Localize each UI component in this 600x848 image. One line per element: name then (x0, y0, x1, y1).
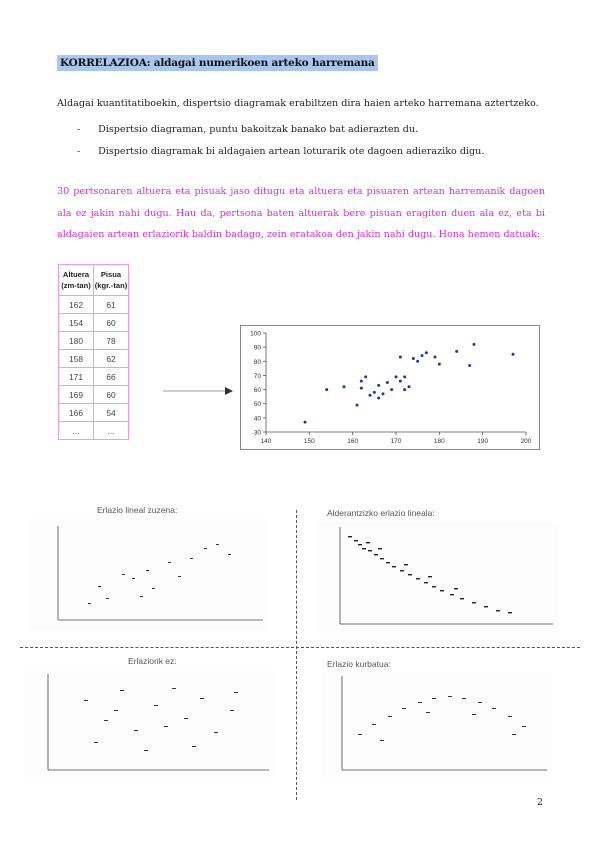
scatter-point (369, 394, 372, 397)
x-tick-label: 170 (390, 438, 402, 445)
scatter-point (412, 357, 415, 360)
scatter-point (382, 392, 385, 395)
header-line: (kgr.-tan) (94, 281, 128, 290)
curved-example-plot (322, 672, 552, 778)
table-cell: 171 (59, 368, 94, 386)
scatter-point (343, 385, 346, 388)
scatter-point (468, 364, 471, 367)
table-row (59, 422, 129, 440)
table-cell: ... (94, 422, 129, 440)
table-row (59, 368, 129, 386)
panel-title-no-correlation: Erlaziorik ez: (128, 656, 177, 666)
table-cell: 54 (94, 404, 129, 422)
table-cell: 169 (59, 386, 94, 404)
scatter-point (325, 388, 328, 391)
y-tick-label: 30 (253, 429, 261, 437)
table-cell: 162 (59, 296, 94, 314)
positive-linear-example-plot (28, 518, 268, 630)
no-correlation-example-plot (24, 670, 274, 778)
scatter-point (416, 360, 419, 363)
y-tick-label: 100 (250, 330, 261, 338)
table-cell: 62 (94, 350, 129, 368)
x-tick-label: 150 (303, 438, 315, 445)
scatter-point (373, 391, 376, 394)
table-cell: 180 (59, 332, 94, 350)
scatter-point (399, 356, 402, 359)
page-title: KORRELAZIOA: aldagai numerikoen arteko harremana (57, 55, 378, 71)
table-row (59, 314, 129, 332)
panel-divider-horizontal (20, 647, 580, 648)
scatter-point (360, 387, 363, 390)
bullet-dash: - (77, 124, 81, 135)
table-header-row (59, 265, 129, 296)
header-line: (zm-tan) (61, 281, 91, 290)
scatter-point (377, 384, 380, 387)
table-row (59, 350, 129, 368)
panel-title-positive-linear: Erlazio lineal zuzena: (97, 505, 178, 515)
scatter-point (403, 388, 406, 391)
column-header-height (59, 265, 94, 296)
x-tick-label: 190 (477, 438, 489, 445)
bullet-text: Dispertsio diagramak bi aldagaien artean loturarik ote dagoen adieraziko digu. (98, 146, 485, 157)
table-cell: 78 (94, 332, 129, 350)
data-description-paragraph: 30 pertsonaren altuera eta pisuak jaso ditugu eta altuera eta pisuaren artean harremanik dagoen ala ez jakin nahi dugu. Hau da, pertsona baten altuerak bere pisuan eragiten duen ala ez, eta bi aldagaien artean erlaziorik baldin badago, zein eratakoa den jakin nahi dugu. Hona hemen datuak: (57, 186, 545, 240)
table-cell: 60 (94, 386, 129, 404)
scatter-point (512, 353, 515, 356)
x-tick-label: 160 (347, 438, 359, 445)
y-tick-label: 70 (253, 372, 261, 380)
table-cell: 166 (59, 404, 94, 422)
scatter-point (421, 354, 424, 357)
height-weight-table (58, 264, 129, 440)
table-row (59, 404, 129, 422)
scatter-point (377, 397, 380, 400)
header-line: Altuera (62, 270, 90, 279)
scatter-point (304, 421, 307, 424)
table-cell: 154 (59, 314, 94, 332)
scatter-point (425, 351, 428, 354)
y-tick-label: 60 (253, 387, 261, 395)
panel-title-curved: Erlazio kurbatua: (327, 659, 391, 669)
scatter-point (473, 343, 476, 346)
table-cell: 61 (94, 296, 129, 314)
table-cell: 158 (59, 350, 94, 368)
scatter-point (455, 350, 458, 353)
x-tick-label: 140 (260, 438, 272, 445)
scatter-point (399, 380, 402, 383)
table-row (59, 332, 129, 350)
column-header-weight (94, 265, 129, 296)
scatter-point (360, 380, 363, 383)
y-tick-label: 50 (253, 401, 261, 409)
plot-frame (241, 326, 540, 450)
bullet-item (77, 124, 418, 135)
arrow-right-icon (163, 385, 235, 397)
bullet-dash: - (77, 146, 81, 157)
bullet-item (77, 146, 484, 157)
table-row (59, 386, 129, 404)
y-tick-label: 80 (253, 358, 261, 366)
scatter-point (434, 356, 437, 359)
panel-divider-vertical (296, 510, 297, 800)
height-weight-scatter-plot (240, 325, 540, 450)
scatter-point (356, 404, 359, 407)
table-cell: 60 (94, 314, 129, 332)
scatter-point (395, 375, 398, 378)
panel-title-negative-linear: Alderantzizko erlazio lineala: (327, 508, 435, 518)
scatter-point (408, 385, 411, 388)
scatter-point (386, 381, 389, 384)
scatter-point (438, 363, 441, 366)
header-line: Pisua (100, 270, 122, 279)
bullet-text: Dispertsio diagraman, puntu bakoitzak banako bat adierazten du. (98, 124, 419, 135)
intro-text: Aldagai kuantitatiboekin, dispertsio diagramak erabiltzen dira haien arteko harremana aztertzeko. (57, 98, 539, 109)
y-tick-label: 40 (253, 415, 261, 423)
table-cell: ... (59, 422, 94, 440)
x-tick-label: 180 (433, 438, 445, 445)
x-tick-label: 200 (520, 438, 532, 445)
table-row (59, 296, 129, 314)
page-number: 2 (536, 797, 543, 808)
scatter-point (390, 388, 393, 391)
y-tick-label: 90 (253, 344, 261, 352)
table-cell: 66 (94, 368, 129, 386)
scatter-point (364, 375, 367, 378)
negative-linear-example-plot (318, 522, 558, 634)
scatter-point (403, 375, 406, 378)
